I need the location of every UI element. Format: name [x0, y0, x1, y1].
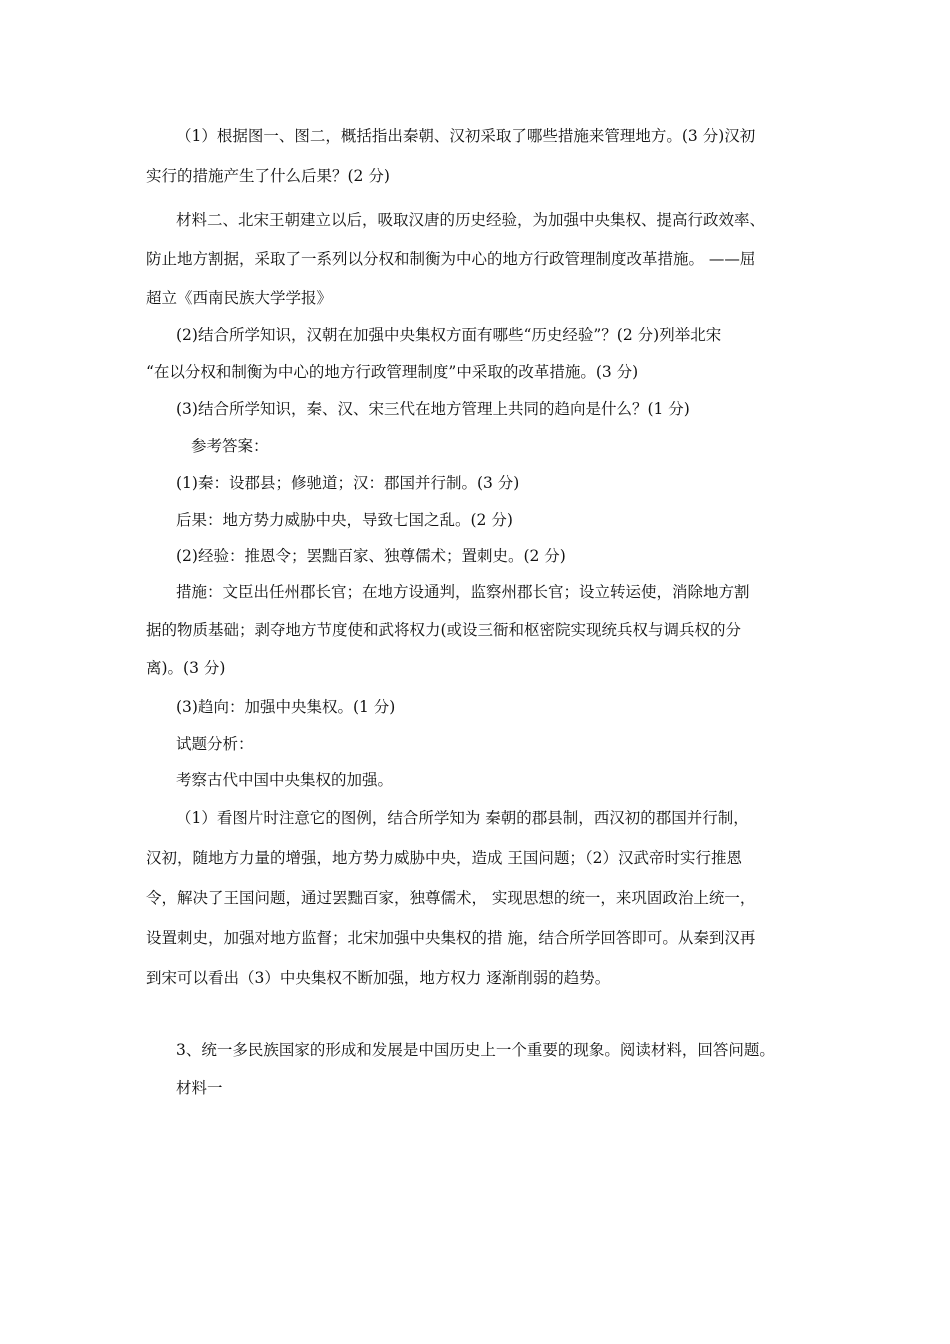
- material-1-label: 材料一: [176, 1079, 223, 1097]
- question-2-line-2: “在以分权和制衡为中心的地方行政管理制度”中采取的改革措施。(3 分): [146, 363, 639, 381]
- answer-2-measures-line-2: 据的物质基础；剥夺地方节度使和武将权力(或设三衙和枢密院实现统兵权与调兵权的分: [146, 621, 742, 639]
- answer-2-experience: (2)经验：推恩令；罢黜百家、独尊儒术；置刺史。(2 分): [176, 547, 566, 565]
- analysis-line-2: 汉初，随地方力量的增强，地方势力威胁中央，造成 王国问题；（2）汉武帝时实行推恩: [146, 849, 743, 867]
- analysis-line-3: 令，解决了王国问题，通过罢黜百家，独尊儒术， 实现思想的统一，来巩固政治上统一，: [146, 889, 756, 907]
- answer-2-measures-line-3: 离)。(3 分): [146, 659, 226, 677]
- analysis-heading: 试题分析：: [176, 735, 254, 753]
- question-3-intro: 3、统一多民族国家的形成和发展是中国历史上一个重要的现象。阅读材料，回答问题。: [176, 1041, 775, 1059]
- question-1-line-1: （1）根据图一、图二，概括指出秦朝、汉初采取了哪些措施来管理地方。(3 分)汉初: [176, 127, 756, 145]
- question-1-line-2: 实行的措施产生了什么后果？(2 分): [146, 167, 390, 185]
- material-2-line-1: 材料二、北宋王朝建立以后，吸取汉唐的历史经验，为加强中央集权、提高行政效率、: [176, 211, 766, 229]
- answer-1: (1)秦：设郡县；修驰道；汉：郡国并行制。(3 分): [176, 474, 520, 492]
- analysis-line-5: 到宋可以看出（3）中央集权不断加强，地方权力 逐渐削弱的趋势。: [146, 969, 611, 987]
- answer-1-consequence: 后果：地方势力威胁中央，导致七国之乱。(2 分): [176, 511, 513, 529]
- question-2-line-1: (2)结合所学知识，汉朝在加强中央集权方面有哪些“历史经验”？(2 分)列举北宋: [176, 326, 722, 344]
- answer-2-measures-line-1: 措施：文臣出任州郡长官；在地方设通判，监察州郡长官；设立转运使，消除地方割: [176, 583, 750, 601]
- question-3: (3)结合所学知识，秦、汉、宋三代在地方管理上共同的趋向是什么？(1 分): [176, 400, 690, 418]
- material-2-source: 超立《西南民族大学学报》: [146, 289, 333, 307]
- analysis-line-1: （1）看图片时注意它的图例，结合所学知为 秦朝的郡县制，西汉初的郡国并行制，: [176, 809, 749, 827]
- material-2-line-2: 防止地方割据，采取了一系列以分权和制衡为中心的地方行政管理制度改革措施。 ——屈: [146, 250, 756, 268]
- analysis-intro: 考察古代中国中央集权的加强。: [176, 771, 394, 789]
- analysis-line-4: 设置刺史，加强对地方监督；北宋加强中央集权的措 施，结合所学回答即可。从秦到汉再: [146, 929, 756, 947]
- answer-heading: 参考答案：: [191, 437, 269, 455]
- answer-3: (3)趋向：加强中央集权。(1 分): [176, 698, 396, 716]
